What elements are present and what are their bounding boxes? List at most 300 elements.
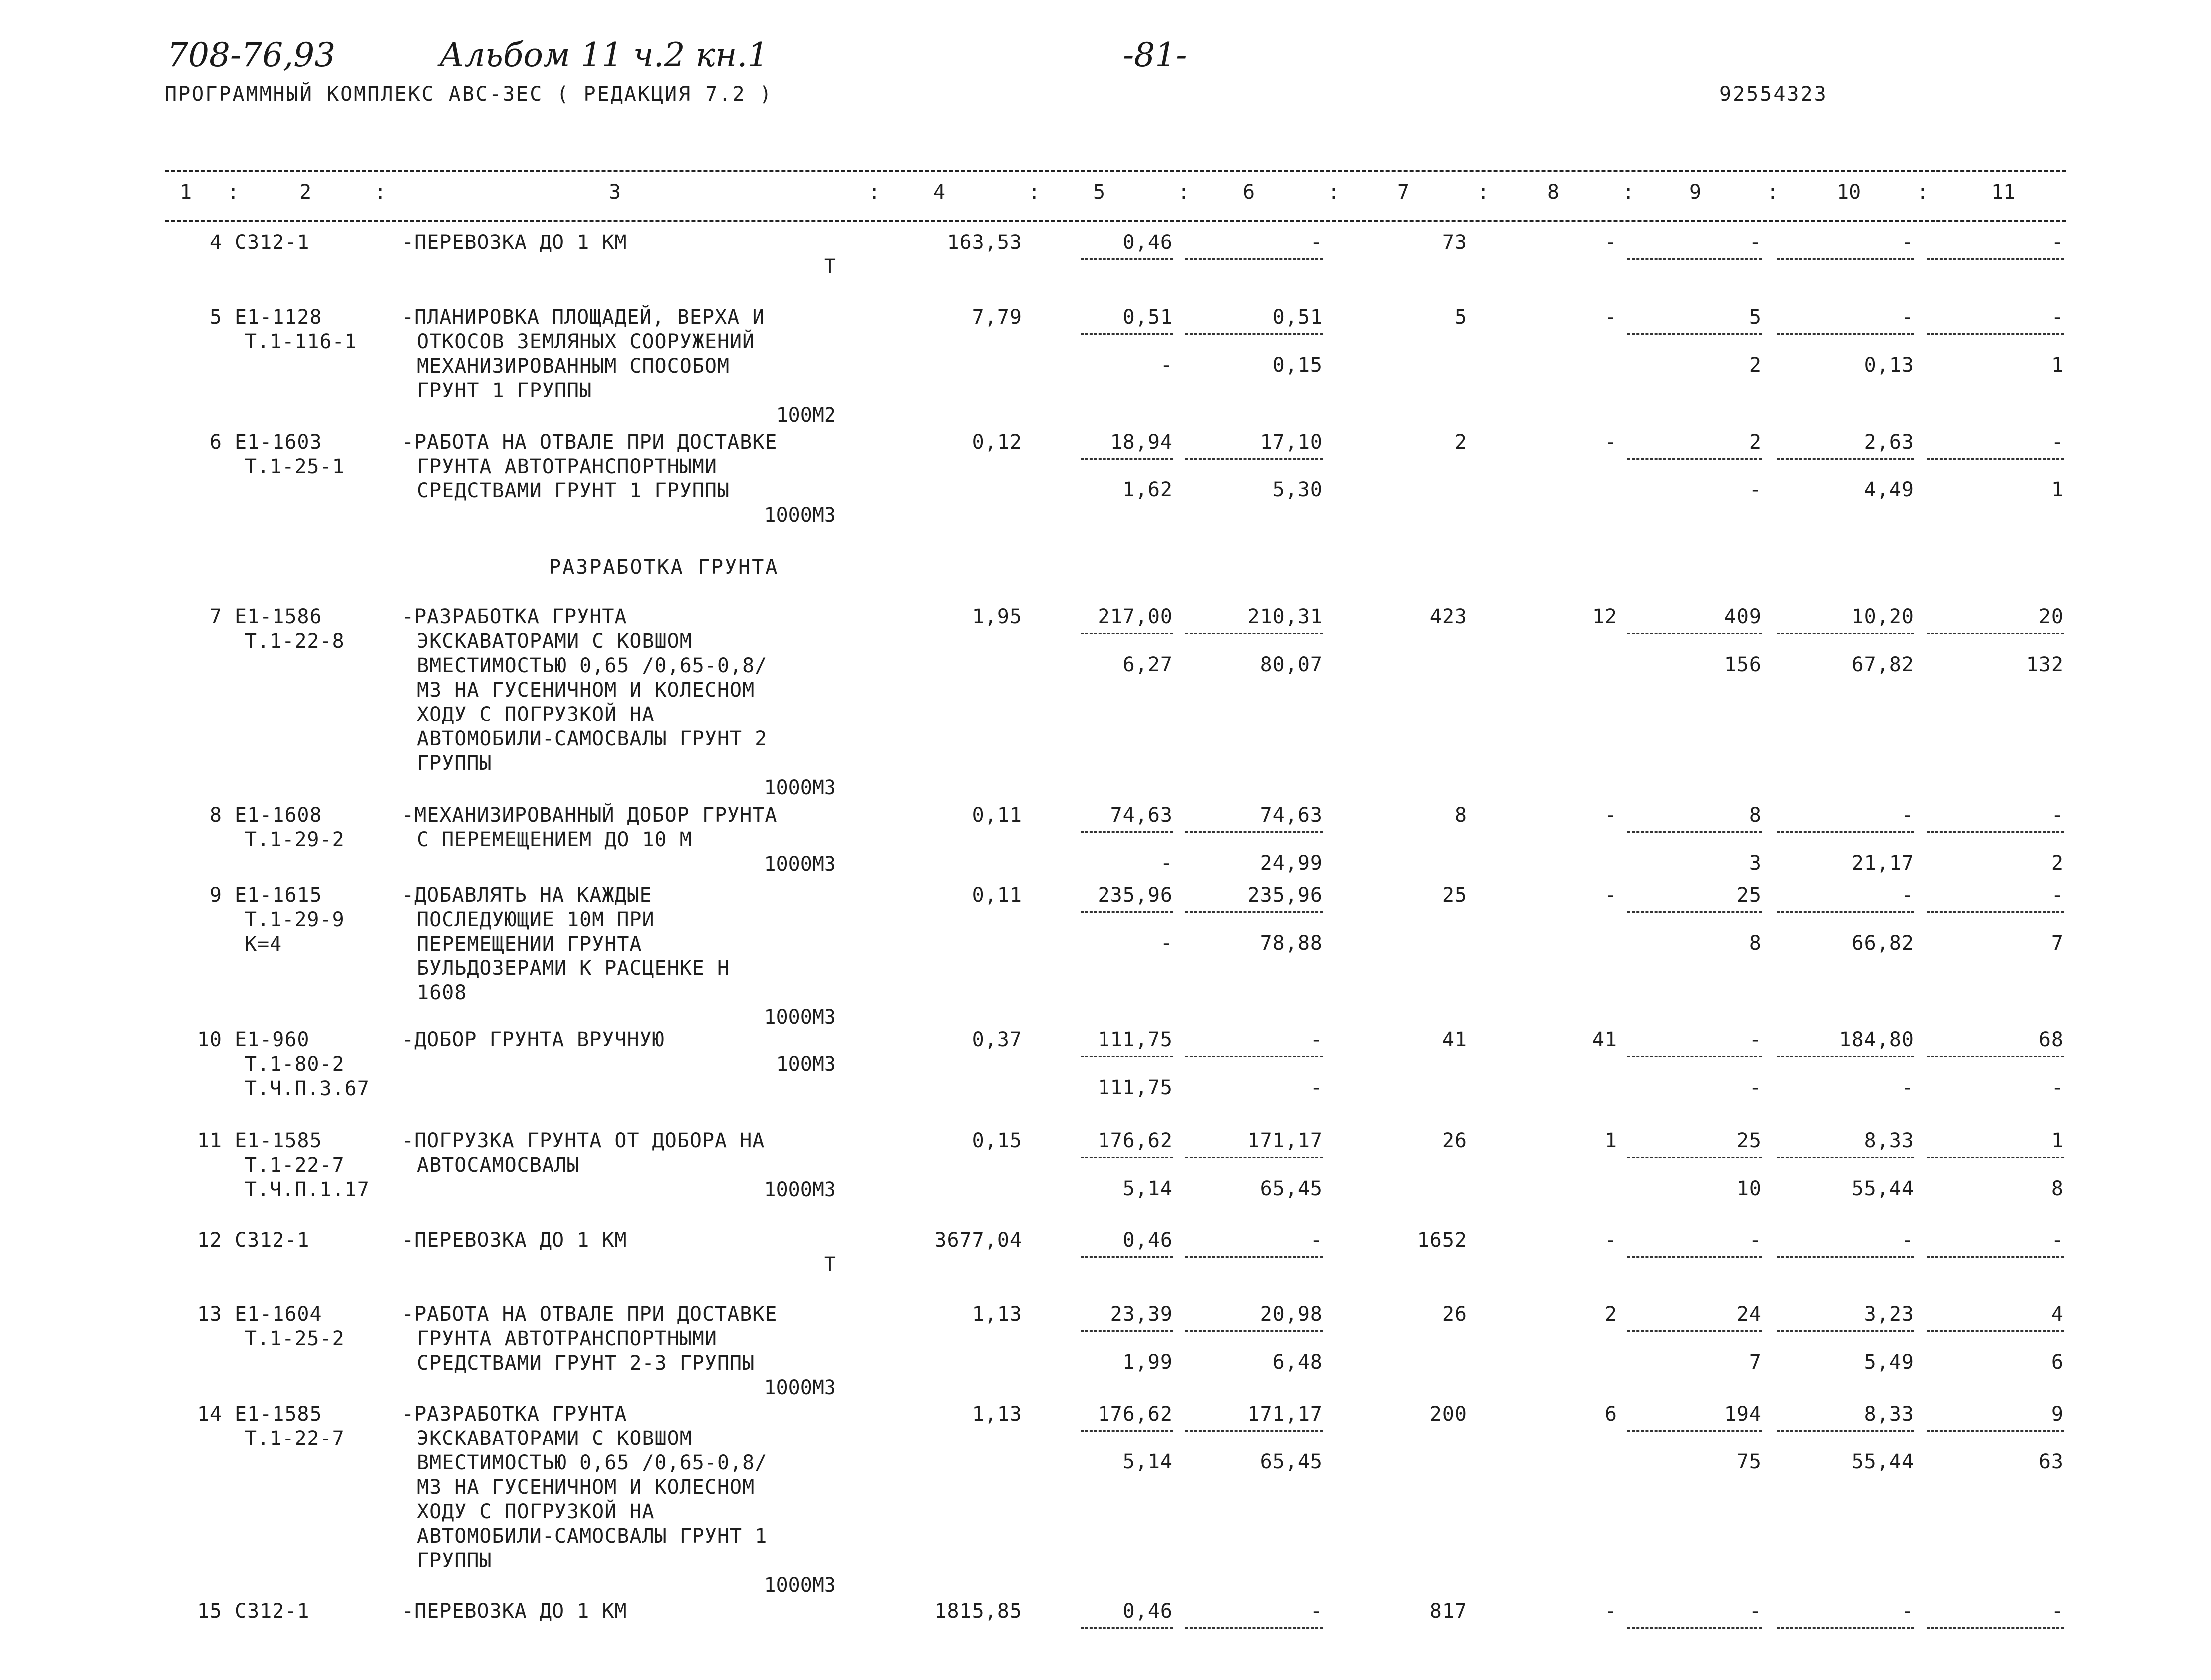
column-separator: :	[1178, 181, 1190, 204]
col9-second-value: 10	[1736, 1177, 1762, 1200]
col10-value: 10,20	[1851, 605, 1914, 628]
col11-second-value: 6	[2051, 1351, 2064, 1374]
value-separator	[1081, 911, 1173, 913]
description-line: МЕХАНИЗИРОВАННЫМ СПОСОБОМ	[417, 355, 730, 378]
value-separator	[1185, 1627, 1323, 1629]
col11-value: 20	[2038, 605, 2064, 628]
value-separator	[1627, 1627, 1762, 1629]
column-header-6: 6	[1243, 181, 1255, 204]
col11-value: -	[2051, 804, 2064, 827]
column-separator: :	[1917, 181, 1929, 204]
value-separator	[1777, 1330, 1914, 1332]
code-line: С312-1	[235, 1600, 310, 1623]
col5-second-value: 1,99	[1122, 1351, 1173, 1374]
description-line: -РАЗРАБОТКА ГРУНТА	[402, 1403, 627, 1426]
col6-value: 171,17	[1247, 1129, 1323, 1152]
col6-second-value: 24,99	[1260, 852, 1323, 875]
col9-value: 24	[1736, 1303, 1762, 1326]
value-separator	[1627, 831, 1762, 833]
col9-value: 25	[1736, 884, 1762, 907]
description-line: ЭКСКАВАТОРАМИ С КОВШОМ	[417, 1427, 692, 1450]
value-separator	[1927, 911, 2064, 913]
col6-second-value: 65,45	[1260, 1177, 1323, 1200]
column-separator: :	[1477, 181, 1490, 204]
row-number: 10	[197, 1028, 222, 1051]
column-header-7: 7	[1397, 181, 1410, 204]
description-line: ХОДУ С ПОГРУЗКОЙ НА	[417, 1500, 655, 1523]
row-number: 14	[197, 1403, 222, 1426]
value-separator	[1081, 1430, 1173, 1432]
col10-value: -	[1901, 1600, 1914, 1623]
col11-value: 4	[2051, 1303, 2064, 1326]
header-rule-bottom	[165, 220, 2066, 222]
row-number: 6	[209, 431, 222, 454]
code-line: Е1-1608	[235, 804, 322, 827]
col5-value: 0,51	[1122, 306, 1173, 329]
description-line: СРЕДСТВАМИ ГРУНТ 1 ГРУППЫ	[417, 480, 730, 502]
description-line: -ПЕРЕВОЗКА ДО 1 КМ	[402, 1229, 627, 1252]
description-line: М3 НА ГУСЕНИЧНОМ И КОЛЕСНОМ	[417, 1476, 755, 1499]
col10-value: 184,80	[1839, 1028, 1914, 1051]
value-separator	[1081, 1256, 1173, 1258]
row-number: 5	[209, 306, 222, 329]
col8-value: 6	[1604, 1403, 1617, 1426]
col7-value: 1652	[1417, 1229, 1467, 1252]
column-header-4: 4	[933, 181, 946, 204]
col5-value: 111,75	[1098, 1028, 1173, 1051]
row-number: 8	[209, 804, 222, 827]
description-line: -ПЕРЕВОЗКА ДО 1 КМ	[402, 231, 627, 254]
col11-value: -	[2051, 884, 2064, 907]
value-separator	[1927, 633, 2064, 634]
col5-value: 23,39	[1110, 1303, 1173, 1326]
description-line: -ПЛАНИРОВКА ПЛОЩАДЕЙ, ВЕРХА И	[402, 306, 765, 329]
col7-value: 5	[1454, 306, 1467, 329]
value-separator	[1627, 1430, 1762, 1432]
description-line: -ДОБОР ГРУНТА ВРУЧНУЮ	[402, 1028, 665, 1051]
description-line: АВТОМОБИЛИ-САМОСВАЛЫ ГРУНТ 2	[417, 727, 768, 750]
col5-value: 0,46	[1122, 231, 1173, 254]
col5-value: 217,00	[1098, 605, 1173, 628]
col7-value: 26	[1442, 1129, 1467, 1152]
description-line: ПЕРЕМЕЩЕНИИ ГРУНТА	[417, 933, 642, 956]
col4-quantity: 163,53	[947, 231, 1022, 254]
column-header-8: 8	[1547, 181, 1560, 204]
col5-value: 0,46	[1122, 1229, 1173, 1252]
value-separator	[1627, 911, 1762, 913]
description-line: -ПОГРУЗКА ГРУНТА ОТ ДОБОРА НА	[402, 1129, 765, 1152]
col11-value: 68	[2038, 1028, 2064, 1051]
unit-of-measure: Т	[824, 1253, 836, 1276]
col6-value: -	[1310, 1600, 1323, 1623]
value-separator	[1185, 1256, 1323, 1258]
col8-value: -	[1604, 1229, 1617, 1252]
description-line: ВМЕСТИМОСТЬЮ 0,65 /0,65-0,8/	[417, 1451, 768, 1474]
col9-value: -	[1749, 1229, 1762, 1252]
code-line: Т.1-22-7	[245, 1427, 345, 1450]
col11-value: -	[2051, 431, 2064, 454]
column-separator: :	[868, 181, 881, 204]
row-number: 15	[197, 1600, 222, 1623]
value-separator	[1777, 333, 1914, 335]
value-separator	[1777, 911, 1914, 913]
col9-second-value: -	[1749, 1076, 1762, 1099]
description-line: ХОДУ С ПОГРУЗКОЙ НА	[417, 703, 655, 726]
value-separator	[1185, 633, 1323, 634]
col11-second-value: 2	[2051, 852, 2064, 875]
value-separator	[1185, 1056, 1323, 1057]
col6-value: 0,51	[1272, 306, 1323, 329]
value-separator	[1185, 1430, 1323, 1432]
description-line: БУЛЬДОЗЕРАМИ К РАСЦЕНКЕ Н	[417, 957, 730, 980]
col11-value: -	[2051, 306, 2064, 329]
value-separator	[1777, 1627, 1914, 1629]
row-number: 13	[197, 1303, 222, 1326]
value-separator	[1777, 1157, 1914, 1158]
col11-value: 9	[2051, 1403, 2064, 1426]
description-line: ГРУНТА АВТОТРАНСПОРТНЫМИ	[417, 1327, 717, 1350]
col10-value: 3,23	[1864, 1303, 1914, 1326]
col7-value: 8	[1454, 804, 1467, 827]
col8-value: 1	[1604, 1129, 1617, 1152]
code-line: Е1-1603	[235, 431, 322, 454]
col9-second-value: 2	[1749, 354, 1762, 377]
col4-quantity: 3677,04	[934, 1229, 1022, 1252]
col4-quantity: 0,11	[972, 804, 1022, 827]
value-separator	[1927, 831, 2064, 833]
code-line: Е1-1586	[235, 605, 322, 628]
description-line: ГРУППЫ	[417, 1549, 492, 1572]
value-separator	[1627, 333, 1762, 335]
description-line: -РАБОТА НА ОТВАЛЕ ПРИ ДОСТАВКЕ	[402, 431, 778, 454]
description-line: М3 НА ГУСЕНИЧНОМ И КОЛЕСНОМ	[417, 679, 755, 702]
value-separator	[1927, 258, 2064, 260]
description-line: ПОСЛЕДУЮЩИЕ 10М ПРИ	[417, 908, 655, 931]
col9-second-value: 75	[1736, 1450, 1762, 1473]
code-line: Е1-1585	[235, 1129, 322, 1152]
value-separator	[1081, 831, 1173, 833]
col10-value: -	[1901, 231, 1914, 254]
col9-value: -	[1749, 231, 1762, 254]
col9-second-value: 7	[1749, 1351, 1762, 1374]
value-separator	[1927, 1256, 2064, 1258]
value-separator	[1185, 458, 1323, 460]
col9-value: 8	[1749, 804, 1762, 827]
col4-quantity: 0,37	[972, 1028, 1022, 1051]
row-number: 7	[209, 605, 222, 628]
col10-second-value: -	[1901, 1076, 1914, 1099]
value-separator	[1777, 1430, 1914, 1432]
col5-value: 176,62	[1098, 1403, 1173, 1426]
column-separator: :	[1328, 181, 1340, 204]
col9-second-value: -	[1749, 479, 1762, 501]
col4-quantity: 1,95	[972, 605, 1022, 628]
col8-value: 2	[1604, 1303, 1617, 1326]
col10-value: -	[1901, 804, 1914, 827]
col9-value: 2	[1749, 431, 1762, 454]
column-header-5: 5	[1093, 181, 1106, 204]
col10-second-value: 21,17	[1851, 852, 1914, 875]
unit-of-measure: Т	[824, 255, 836, 278]
col11-second-value: 7	[2051, 932, 2064, 955]
col9-second-value: 156	[1724, 653, 1762, 676]
value-separator	[1081, 1627, 1173, 1629]
value-separator	[1927, 1056, 2064, 1057]
column-header-11: 11	[1991, 181, 2016, 204]
description-line: ВМЕСТИМОСТЬЮ 0,65 /0,65-0,8/	[417, 654, 768, 677]
value-separator	[1185, 911, 1323, 913]
code-line: С312-1	[235, 231, 310, 254]
value-separator	[1777, 633, 1914, 634]
value-separator	[1777, 831, 1914, 833]
row-number: 4	[209, 231, 222, 254]
col7-value: 73	[1442, 231, 1467, 254]
header-rule-top	[165, 170, 2066, 172]
col11-second-value: -	[2051, 1076, 2064, 1099]
col4-quantity: 0,15	[972, 1129, 1022, 1152]
handwritten-doc-code: 708-76,93	[167, 36, 336, 74]
col8-value: -	[1604, 231, 1617, 254]
col9-value: 5	[1749, 306, 1762, 329]
code-line: Т.1-22-8	[245, 630, 345, 653]
col11-second-value: 132	[2026, 653, 2064, 676]
col4-quantity: 0,12	[972, 431, 1022, 454]
col7-value: 2	[1454, 431, 1467, 454]
unit-of-measure: 1000М3	[764, 776, 836, 799]
col6-second-value: 65,45	[1260, 1450, 1323, 1473]
col6-value: -	[1310, 1229, 1323, 1252]
col11-value: -	[2051, 1229, 2064, 1252]
description-line: АВТОМОБИЛИ-САМОСВАЛЫ ГРУНТ 1	[417, 1525, 768, 1548]
col6-value: 17,10	[1260, 431, 1323, 454]
code-line: Т.Ч.П.3.67	[245, 1077, 370, 1100]
col10-value: -	[1901, 306, 1914, 329]
column-header-3: 3	[609, 181, 621, 204]
col5-second-value: 5,14	[1122, 1450, 1173, 1473]
col11-value: -	[2051, 231, 2064, 254]
col6-value: 235,96	[1247, 884, 1323, 907]
col11-value: 1	[2051, 1129, 2064, 1152]
col6-second-value: 80,07	[1260, 653, 1323, 676]
col11-second-value: 1	[2051, 354, 2064, 377]
code-line: Т.1-80-2	[245, 1053, 345, 1076]
col10-second-value: 66,82	[1851, 932, 1914, 955]
column-separator: :	[374, 181, 387, 204]
col6-value: 74,63	[1260, 804, 1323, 827]
col10-value: 8,33	[1864, 1129, 1914, 1152]
col5-value: 176,62	[1098, 1129, 1173, 1152]
column-separator: :	[1028, 181, 1041, 204]
col4-quantity: 1815,85	[934, 1600, 1022, 1623]
value-separator	[1627, 258, 1762, 260]
col4-quantity: 0,11	[972, 884, 1022, 907]
description-line: -МЕХАНИЗИРОВАННЫЙ ДОБОР ГРУНТА	[402, 804, 778, 827]
description-line: ЭКСКАВАТОРАМИ С КОВШОМ	[417, 630, 692, 653]
value-separator	[1081, 1330, 1173, 1332]
col8-value: -	[1604, 431, 1617, 454]
value-separator	[1627, 1056, 1762, 1057]
description-line: -РАБОТА НА ОТВАЛЕ ПРИ ДОСТАВКЕ	[402, 1303, 778, 1326]
col10-value: -	[1901, 884, 1914, 907]
code-line: Т.Ч.П.1.17	[245, 1178, 370, 1201]
col10-second-value: 55,44	[1851, 1177, 1914, 1200]
description-line: ОТКОСОВ ЗЕМЛЯНЫХ СООРУЖЕНИЙ	[417, 330, 755, 353]
col8-value: -	[1604, 884, 1617, 907]
col8-value: 12	[1592, 605, 1617, 628]
column-separator: :	[1767, 181, 1779, 204]
value-separator	[1081, 1157, 1173, 1158]
col7-value: 200	[1429, 1403, 1467, 1426]
row-number: 11	[197, 1129, 222, 1152]
description-line: -РАЗРАБОТКА ГРУНТА	[402, 605, 627, 628]
unit-of-measure: 100М2	[776, 404, 836, 427]
unit-of-measure: 1000М3	[764, 1178, 836, 1201]
col6-value: 171,17	[1247, 1403, 1323, 1426]
col10-second-value: 4,49	[1864, 479, 1914, 501]
col8-value: -	[1604, 1600, 1617, 1623]
col5-second-value: 6,27	[1122, 653, 1173, 676]
description-line: АВТОСАМОСВАЛЫ	[417, 1154, 580, 1177]
value-separator	[1777, 258, 1914, 260]
unit-of-measure: 1000М3	[764, 1376, 836, 1399]
col6-second-value: 6,48	[1272, 1351, 1323, 1374]
code-line: Т.1-25-1	[245, 455, 345, 478]
col7-value: 41	[1442, 1028, 1467, 1051]
col7-value: 25	[1442, 884, 1467, 907]
value-separator	[1927, 1157, 2064, 1158]
value-separator	[1081, 1056, 1173, 1057]
col5-second-value: -	[1160, 354, 1173, 377]
col10-value: -	[1901, 1229, 1914, 1252]
col7-value: 817	[1429, 1600, 1467, 1623]
col10-value: 2,63	[1864, 431, 1914, 454]
col6-value: 20,98	[1260, 1303, 1323, 1326]
col4-quantity: 1,13	[972, 1303, 1022, 1326]
value-separator	[1927, 1430, 2064, 1432]
col10-second-value: 5,49	[1864, 1351, 1914, 1374]
col10-second-value: 55,44	[1851, 1450, 1914, 1473]
col11-value: -	[2051, 1600, 2064, 1623]
col10-second-value: 0,13	[1864, 354, 1914, 377]
col6-value: 210,31	[1247, 605, 1323, 628]
col8-value: -	[1604, 804, 1617, 827]
col5-second-value: -	[1160, 932, 1173, 955]
program-line: ПРОГРАММНЫЙ КОМПЛЕКС АВС-3ЕС ( РЕДАКЦИЯ 7.2 )	[165, 83, 773, 106]
column-separator: :	[1622, 181, 1635, 204]
value-separator	[1777, 458, 1914, 460]
col6-second-value: 78,88	[1260, 932, 1323, 955]
page-number: -81-	[1123, 36, 1187, 74]
column-header-10: 10	[1837, 181, 1861, 204]
value-separator	[1627, 458, 1762, 460]
col9-value: 25	[1736, 1129, 1762, 1152]
code-line: Т.1-29-9	[245, 908, 345, 931]
column-header-9: 9	[1689, 181, 1702, 204]
code-line: Т.1-29-2	[245, 828, 345, 851]
column-separator: :	[227, 181, 240, 204]
value-separator	[1927, 333, 2064, 335]
col6-second-value: 0,15	[1272, 354, 1323, 377]
unit-of-measure: 100М3	[776, 1053, 836, 1076]
description-line: ГРУНТА АВТОТРАНСПОРТНЫМИ	[417, 455, 717, 478]
code-line: Т.1-22-7	[245, 1154, 345, 1177]
code-line: Т.1-25-2	[245, 1327, 345, 1350]
col5-second-value: 1,62	[1122, 479, 1173, 501]
unit-of-measure: 1000М3	[764, 1574, 836, 1597]
col5-value: 0,46	[1122, 1600, 1173, 1623]
column-header-1: 1	[180, 181, 192, 204]
row-number: 12	[197, 1229, 222, 1252]
value-separator	[1185, 333, 1323, 335]
col9-value: 194	[1724, 1403, 1762, 1426]
col5-value: 235,96	[1098, 884, 1173, 907]
col11-second-value: 8	[2051, 1177, 2064, 1200]
value-separator	[1185, 1157, 1323, 1158]
unit-of-measure: 1000М3	[764, 853, 836, 876]
col11-second-value: 1	[2051, 479, 2064, 501]
code-line: Т.1-116-1	[245, 330, 357, 353]
col6-second-value: 5,30	[1272, 479, 1323, 501]
description-line: -ПЕРЕВОЗКА ДО 1 КМ	[402, 1600, 627, 1623]
description-line: ГРУНТ 1 ГРУППЫ	[417, 379, 592, 402]
description-line: ГРУППЫ	[417, 752, 492, 775]
code-line: Е1-960	[235, 1028, 310, 1051]
col10-value: 8,33	[1864, 1403, 1914, 1426]
description-line: -ДОБАВЛЯТЬ НА КАЖДЫЕ	[402, 884, 652, 907]
col11-second-value: 63	[2038, 1450, 2064, 1473]
col9-second-value: 3	[1749, 852, 1762, 875]
value-separator	[1081, 458, 1173, 460]
unit-of-measure: 1000М3	[764, 504, 836, 527]
col6-second-value: -	[1310, 1076, 1323, 1099]
col9-second-value: 8	[1749, 932, 1762, 955]
col8-value: -	[1604, 306, 1617, 329]
code-line: Е1-1604	[235, 1303, 322, 1326]
col7-value: 423	[1429, 605, 1467, 628]
section-title: РАЗРАБОТКА ГРУНТА	[549, 556, 779, 579]
col7-value: 26	[1442, 1303, 1467, 1326]
code-line: К=4	[245, 933, 282, 956]
description-line: СРЕДСТВАМИ ГРУНТ 2-3 ГРУППЫ	[417, 1352, 755, 1375]
description-line: С ПЕРЕМЕЩЕНИЕМ ДО 10 М	[417, 828, 692, 851]
value-separator	[1185, 831, 1323, 833]
code-line: Е1-1585	[235, 1403, 322, 1426]
value-separator	[1627, 633, 1762, 634]
doc-number: 92554323	[1719, 83, 1828, 106]
col10-second-value: 67,82	[1851, 653, 1914, 676]
value-separator	[1081, 258, 1173, 260]
handwritten-album: Альбом 11 ч.2 кн.1	[439, 36, 769, 74]
value-separator	[1627, 1256, 1762, 1258]
unit-of-measure: 1000М3	[764, 1006, 836, 1029]
col4-quantity: 1,13	[972, 1403, 1022, 1426]
value-separator	[1777, 1056, 1914, 1057]
col5-second-value: -	[1160, 852, 1173, 875]
row-number: 9	[209, 884, 222, 907]
col6-value: -	[1310, 231, 1323, 254]
col9-value: -	[1749, 1600, 1762, 1623]
code-line: Е1-1615	[235, 884, 322, 907]
value-separator	[1185, 258, 1323, 260]
value-separator	[1927, 1330, 2064, 1332]
value-separator	[1185, 1330, 1323, 1332]
column-header-2: 2	[299, 181, 312, 204]
col9-value: 409	[1724, 605, 1762, 628]
code-line: Е1-1128	[235, 306, 322, 329]
col4-quantity: 7,79	[972, 306, 1022, 329]
value-separator	[1081, 333, 1173, 335]
col5-second-value: 5,14	[1122, 1177, 1173, 1200]
